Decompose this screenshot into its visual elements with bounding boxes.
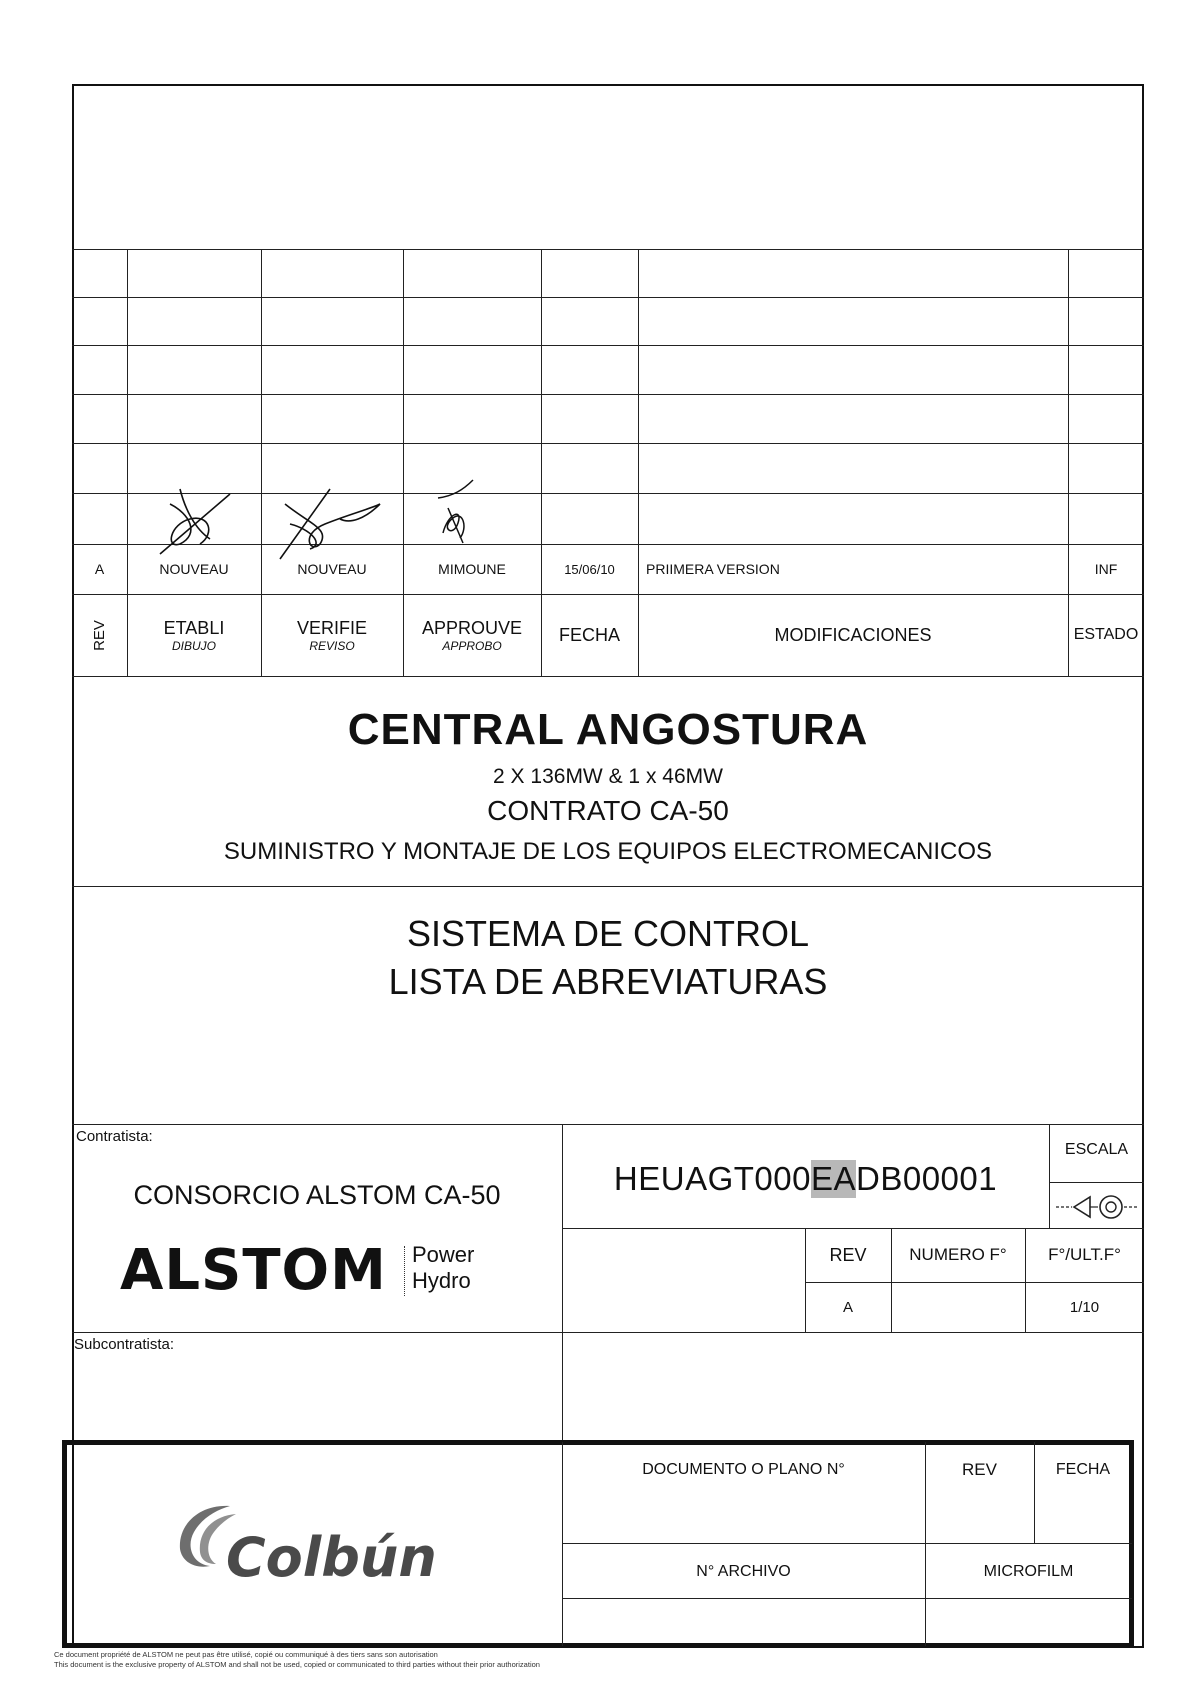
owner-rev-label: REV xyxy=(962,1460,997,1479)
document-title-line1: SISTEMA DE CONTROL xyxy=(406,913,810,954)
header-etabli-label: ETABLI xyxy=(163,617,225,638)
header-verifie-sub: REVISO xyxy=(309,638,355,653)
rev-row-fecha: 15/06/10 xyxy=(564,561,615,577)
alstom-logo-text: ALSTOM xyxy=(120,1238,387,1303)
rev-row-approuve: MIMOUNE xyxy=(438,561,506,577)
ultf-value-cell: 1/10 xyxy=(1069,1298,1100,1316)
owner-divider xyxy=(562,1598,1132,1599)
header-rev xyxy=(72,594,127,676)
header-etabli xyxy=(127,594,261,676)
header-approuve xyxy=(403,594,541,676)
rev-row-modificaciones: PRIIMERA VERSION xyxy=(646,561,780,577)
signature-approuve xyxy=(418,478,498,548)
owner-divider xyxy=(562,1543,1132,1544)
owner-microfilm-label: MICROFILM xyxy=(983,1563,1074,1580)
alstom-logo-sub1: Power xyxy=(412,1242,475,1267)
owner-doc-label: DOCUMENTO O PLANO N° xyxy=(642,1461,845,1478)
rev-label-cell: REV xyxy=(829,1244,867,1265)
header-approuve-label: APPROUVE xyxy=(421,617,523,638)
alstom-logo xyxy=(120,1236,520,1306)
document-title-line2: LISTA DE ABREVIATURAS xyxy=(388,961,828,1002)
alstom-logo-separator xyxy=(404,1246,405,1296)
rev-row-rev: A xyxy=(94,561,105,577)
contractor-name: CONSORCIO ALSTOM CA-50 xyxy=(133,1179,501,1210)
document-code-suffix: DB00001 xyxy=(856,1160,998,1197)
project-capacity: 2 X 136MW & 1 x 46MW xyxy=(493,765,723,788)
header-rev-label: REV xyxy=(91,619,108,651)
project-title: CENTRAL ANGOSTURA xyxy=(347,705,869,754)
header-estado: ESTADO xyxy=(1073,626,1139,643)
alstom-logo-sub2: Hydro xyxy=(412,1268,471,1293)
project-scope: SUMINISTRO Y MONTAJE DE LOS EQUIPOS ELECTROMECANICOS xyxy=(223,838,993,865)
rev-grid-line xyxy=(72,676,1144,677)
footer-notice-line1: Ce document propriété de ALSTOM ne peut pas être utilisé, copié ou communiqué à des tiers sans son autorisation xyxy=(54,1650,438,1659)
project-contract: CONTRATO CA-50 xyxy=(487,795,729,826)
header-verifie-label: VERIFIE xyxy=(296,617,367,638)
rev-row-verifie: NOUVEAU xyxy=(297,561,367,577)
escala-label: ESCALA xyxy=(1064,1141,1129,1158)
header-verifie xyxy=(261,594,403,676)
document-code xyxy=(562,1152,1049,1206)
rev-value-cell: A xyxy=(842,1298,853,1316)
section-divider xyxy=(72,886,1144,887)
numero-label-cell: NUMERO F° xyxy=(909,1245,1007,1264)
section-divider xyxy=(72,1124,1144,1125)
block-divider xyxy=(1049,1182,1144,1183)
rev-row-etabli: NOUVEAU xyxy=(159,561,229,577)
header-modificaciones: MODIFICACIONES xyxy=(774,624,932,645)
document-code-highlight: EA xyxy=(810,1160,856,1197)
header-approuve-sub: APPROBO xyxy=(442,638,502,653)
footer-notice-line2: This document is the exclusive property of ALSTOM and shall not be used, copied or communicated to third parties without their prior authorization xyxy=(54,1660,540,1669)
block-divider xyxy=(72,1332,1144,1333)
subcontractor-label: Subcontratista: xyxy=(74,1336,175,1353)
rev-grid-line xyxy=(72,443,1144,444)
rev-grid-line xyxy=(72,249,1144,250)
rev-row-estado: INF xyxy=(1094,561,1118,577)
projection-symbol-icon xyxy=(1054,1190,1140,1224)
owner-archivo-label: N° ARCHIVO xyxy=(696,1563,791,1580)
header-fecha: FECHA xyxy=(558,624,620,645)
ultf-label-cell: F°/ULT.F° xyxy=(1048,1245,1121,1264)
rev-grid-line xyxy=(72,394,1144,395)
document-code-prefix: HEUAGT000 xyxy=(613,1160,811,1197)
header-etabli-sub: DIBUJO xyxy=(171,638,216,653)
colbun-logo-text: Colbún xyxy=(226,1526,437,1589)
contractor-label: Contratista: xyxy=(76,1128,153,1145)
owner-fecha-label: FECHA xyxy=(1055,1461,1111,1478)
rev-grid-line xyxy=(72,297,1144,298)
rev-grid-line xyxy=(72,345,1144,346)
